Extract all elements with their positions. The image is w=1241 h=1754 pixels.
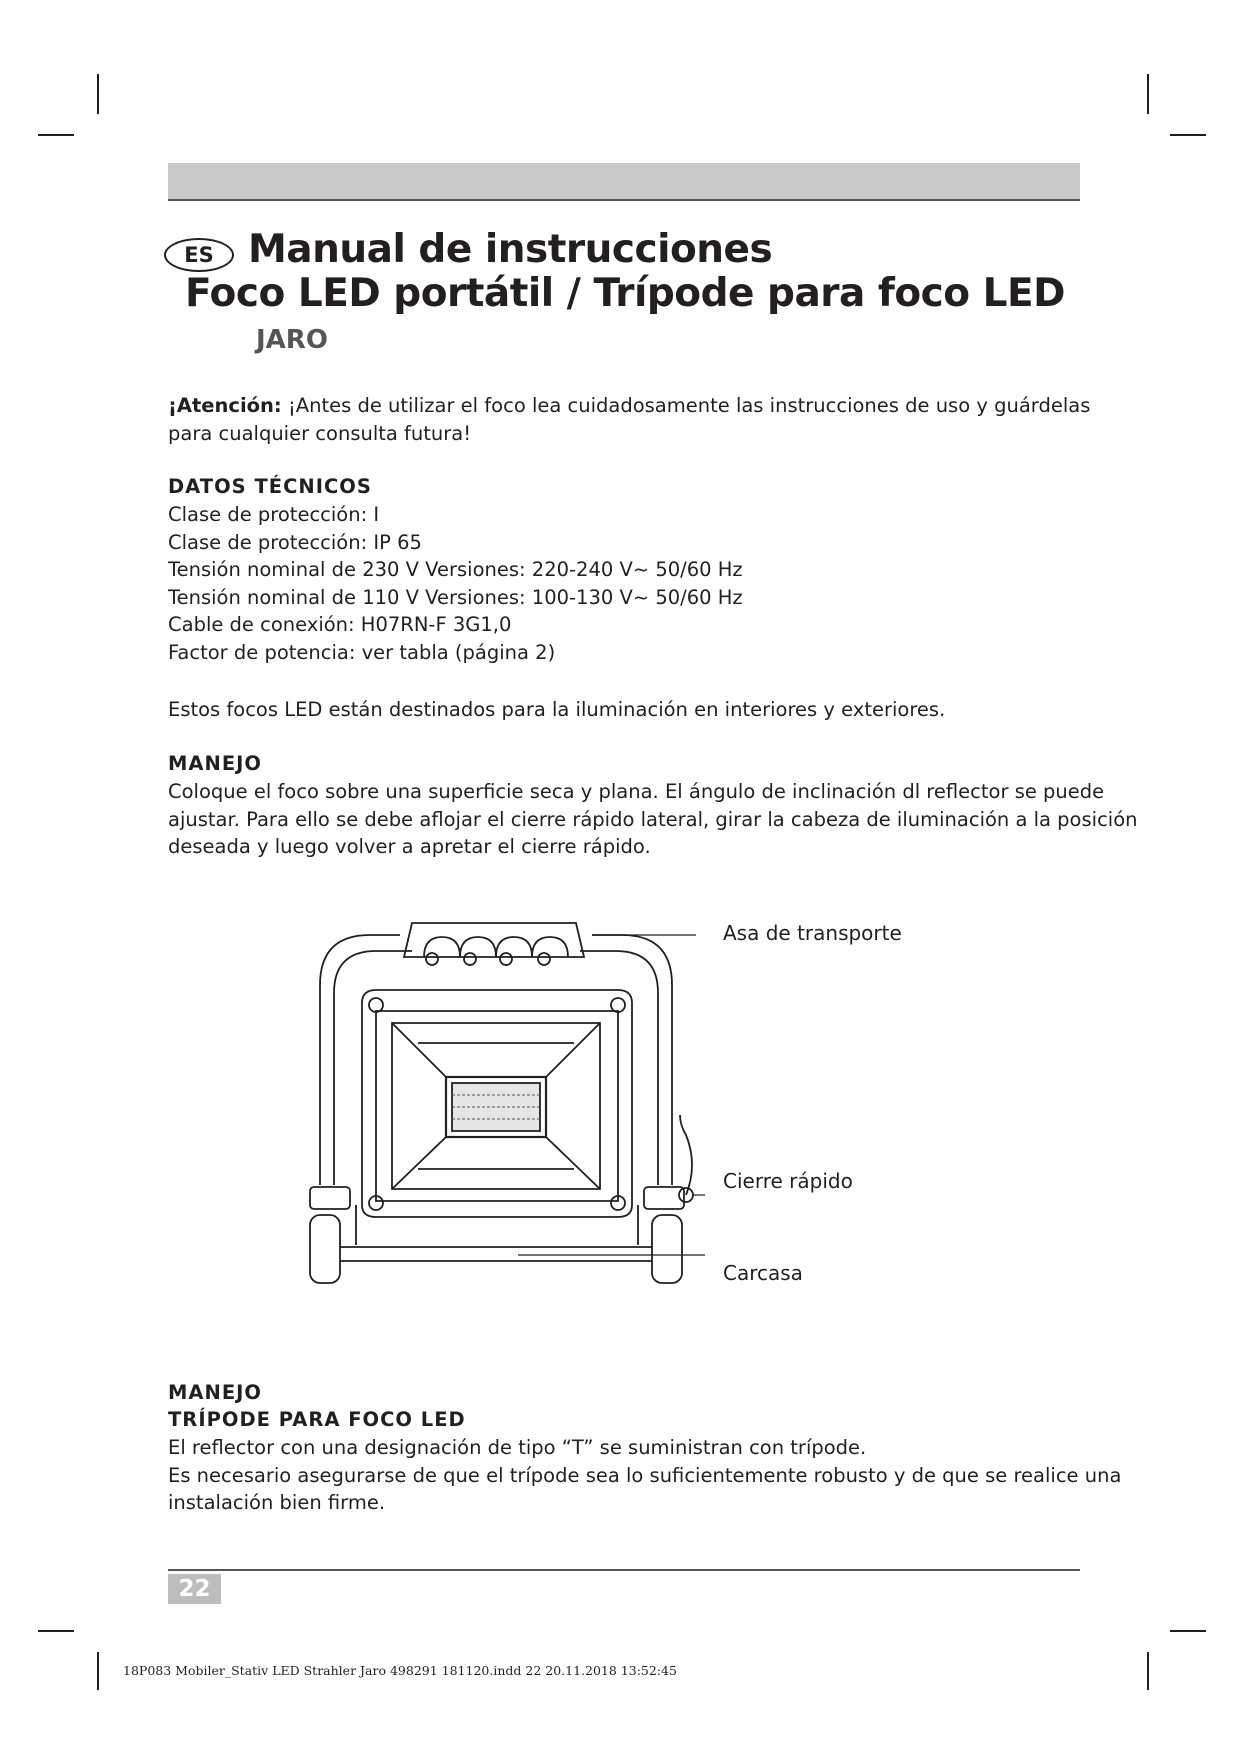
crop-mark xyxy=(1170,1630,1206,1632)
header-bar xyxy=(168,163,1080,201)
technical-data-line: Factor de potencia: ver tabla (página 2) xyxy=(168,640,556,664)
tripod-line: El reflector con una designación de tipo “T” se suministran con trípode. xyxy=(168,1436,867,1459)
footer-rule xyxy=(168,1569,1080,1571)
page-subtitle: Foco LED portátil / Trípode para foco LED xyxy=(185,271,1066,316)
operation-line: deseada y luego volver a apretar el cierre rápido. xyxy=(168,835,651,858)
attention-line: ¡Antes de utilizar el foco lea cuidadosamente las instrucciones de uso y guárdelas xyxy=(287,394,1091,417)
operation-heading: MANEJO xyxy=(168,752,262,775)
label-handle: Asa de transporte xyxy=(723,921,902,945)
tripod-text xyxy=(168,1434,1121,1517)
print-footer: 18P083 Mobiler_Stativ LED Strahler Jaro 498291 181120.indd 22 20.11.2018 13:52:45 xyxy=(123,1663,677,1678)
tripod-heading-2: TRÍPODE PARA FOCO LED xyxy=(168,1408,466,1431)
attention-label: ¡Atención: xyxy=(168,394,282,417)
page-number: 22 xyxy=(168,1574,221,1604)
crop-mark xyxy=(97,74,99,114)
crop-mark xyxy=(38,1630,74,1632)
operation-line: Coloque el foco sobre una superficie seca y plana. El ángulo de inclinación dl reflector se puede xyxy=(168,780,1105,803)
operation-text xyxy=(168,778,1138,861)
floodlight-diagram xyxy=(300,905,740,1305)
crop-mark xyxy=(97,1652,99,1690)
attention-paragraph xyxy=(168,392,1090,447)
model-name: JARO xyxy=(256,325,328,355)
tripod-line: Es necesario asegurarse de que el trípode sea lo suficientemente robusto y de que se realice una xyxy=(168,1463,1122,1487)
technical-data-line: Tensión nominal de 230 V Versiones: 220-240 V~ 50/60 Hz xyxy=(168,558,743,581)
language-badge: ES xyxy=(164,238,234,272)
crop-mark xyxy=(1147,74,1149,114)
technical-data-line: Tensión nominal de 110 V Versiones: 100-130 V~ 50/60 Hz xyxy=(168,585,743,609)
crop-mark xyxy=(1170,134,1206,136)
label-quick-release: Cierre rápido xyxy=(723,1169,853,1193)
crop-mark xyxy=(38,134,74,136)
technical-data-line: Clase de protección: IP 65 xyxy=(168,530,422,554)
technical-data-line: Cable de conexión: H07RN-F 3G1,0 xyxy=(168,613,512,636)
attention-line: para cualquier consulta futura! xyxy=(168,421,472,445)
tripod-heading-1: MANEJO xyxy=(168,1381,262,1404)
crop-mark xyxy=(1147,1652,1149,1690)
technical-data-heading: DATOS TÉCNICOS xyxy=(168,475,372,498)
technical-data-list xyxy=(168,501,743,666)
page-title: Manual de instrucciones xyxy=(248,227,773,272)
operation-line: ajustar. Para ello se debe aflojar el cierre rápido lateral, girar la cabeza de iluminación a la posición xyxy=(168,807,1138,831)
intended-use: Estos focos LED están destinados para la iluminación en interiores y exteriores. xyxy=(168,698,946,721)
technical-data-line: Clase de protección: I xyxy=(168,503,380,526)
tripod-line: instalación bien firme. xyxy=(168,1491,386,1514)
label-housing: Carcasa xyxy=(723,1261,803,1285)
